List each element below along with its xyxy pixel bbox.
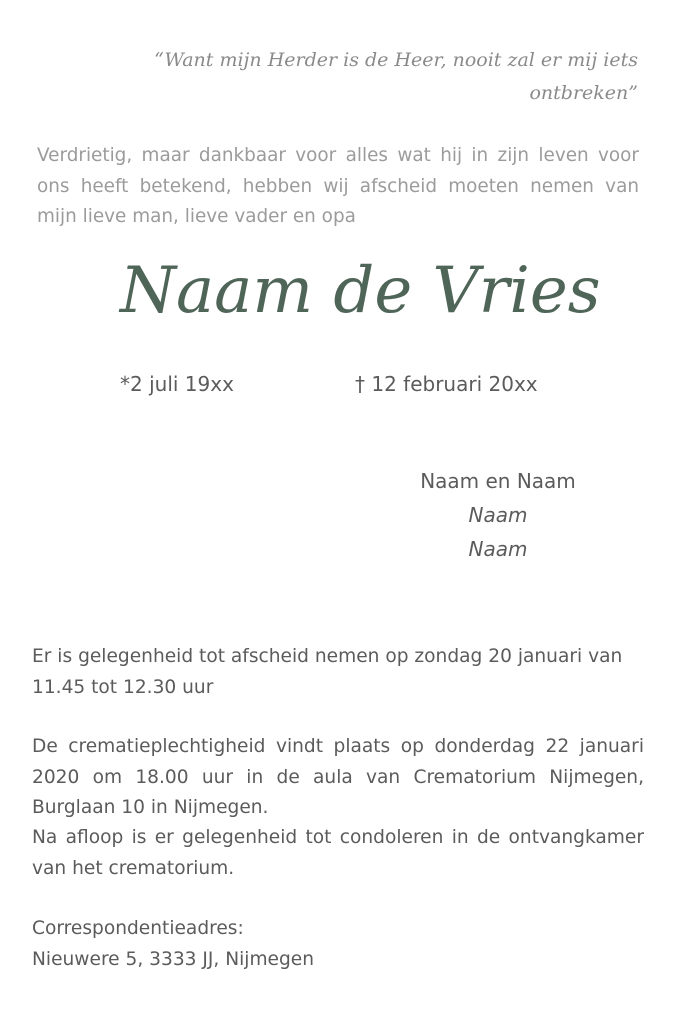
bible-quote: “Want mijn Herder is de Heer, nooit zal er mij iets ontbreken” (154, 49, 638, 104)
farewell-info: Er is gelegenheid tot afscheid nemen op zondag 20 januari van 11.45 tot 12.30 uur (32, 646, 623, 698)
relative-grandchild: Naam (468, 537, 528, 561)
relatives-block (380, 464, 616, 566)
condolence-info: Na afloop is er gelegenheid tot condoleren in de ontvangkamer van het crematorium. (32, 827, 644, 879)
correspondence-label: Correspondentieadres: (32, 918, 244, 939)
relative-grandchild: Naam (468, 503, 528, 527)
intro-text: Verdrietig, maar dankbaar voor alles wat hij in zijn leven voor ons heeft betekend, hebben wij afscheid moeten nemen van mijn lieve man, lieve vader en opa (37, 145, 639, 227)
ceremony-info: De crematieplechtigheid vindt plaats op donderdag 22 januari 2020 om 18.00 uur in de aula van Crematorium Nijmegen, Burglaan 10 in Nijmegen. (32, 736, 644, 818)
deceased-name: Naam de Vries (120, 254, 601, 328)
relative-partners: Naam en Naam (420, 469, 576, 493)
death-date: † 12 februari 20xx (355, 372, 538, 396)
correspondence-street: Nieuwere 5, 3333 JJ, Nijmegen (32, 948, 315, 970)
correspondence-address (32, 914, 644, 975)
birth-date: *2 juli 19xx (120, 372, 234, 396)
